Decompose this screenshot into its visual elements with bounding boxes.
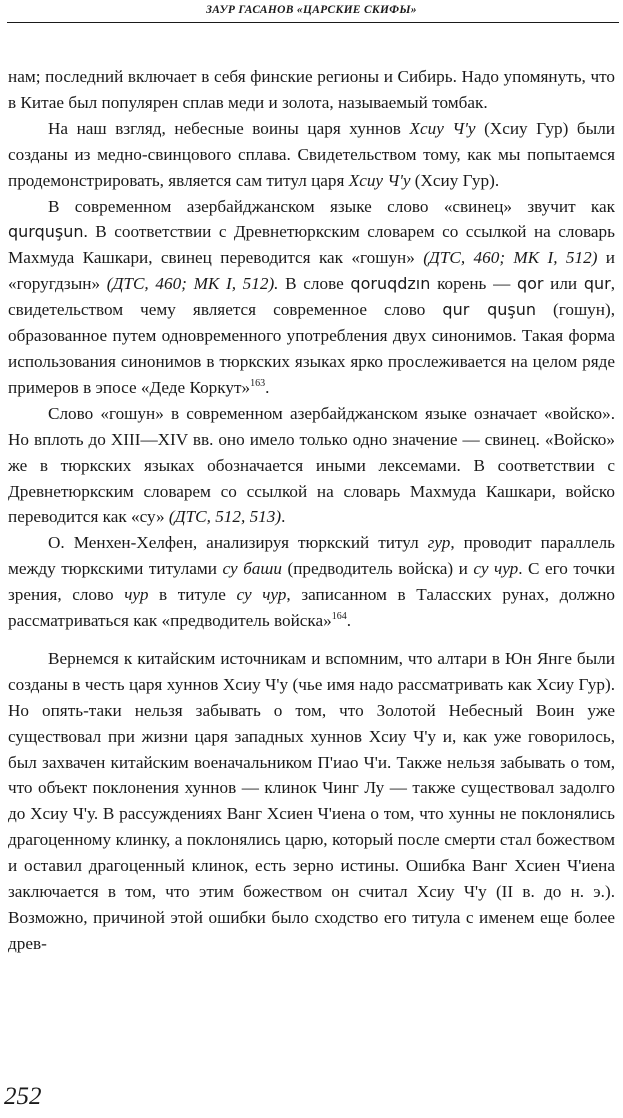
latin-term: qur (583, 274, 611, 294)
paragraph-5: О. Менхен-Хелфен, анализируя тюркский титул гур, проводит параллель между тюркскими титулами су баши (предводитель войска) и су чур. С его точки зрения, слово чур в титуле су чур, записанном в Таласских рунах, должно рассматриваться как «предводитель войска»$^{164}$. (8, 533, 615, 631)
citation: (ДТС, 460; МК I, 512). (106, 274, 279, 294)
term: су чур (236, 585, 287, 605)
citation: (ДТС, 512, 513) (168, 507, 282, 527)
term: гур (427, 533, 451, 553)
term: чур (124, 585, 149, 605)
paragraph-6: Вернемся к китайским источникам и вспомним, что алтари в Юн Янге были созданы в честь царя хуннов Хсиу Ч'у (чье имя надо рассматривать как Хсиу Гур). Но опять-таки нельзя забывать о том, что Золотой Небесный Воин уже существовал при жизни царя западных хуннов Хсиу Ч'у и, как уже говорилось, был захвачен китайским военачальником П'иао Ч'и. Также нельзя забывать о том, что объект поклонения хуннов — клинок Чинг Лу — также существовал задолго до Хсиу Ч'у. В рассуждениях Ванг Хсиен Ч'иена о том, что хунны не поклонялись драгоценному клинку, а поклонялись царю, который после смерти стал божеством и оставил драгоценный клинок, есть зерно истины. Ошибка Ванг Хсиен Ч'иена заключается в том, что этим божеством он считал Хсиу Ч'у (II в. до н. э.). Возможно, причиной этой ошибки было сходство его титула с именем еще более древ- (8, 648, 615, 953)
title-hsiu-chu: Хсиу Ч'у (409, 118, 476, 138)
paragraph-1: нам; последний включает в себя финские регионы и Сибирь. Надо упомянуть, что в Китае был популярен сплав меди и золота, называемый томбак. (8, 67, 615, 112)
paragraph-2: На наш взгляд, небесные воины царя хуннов Хсиу Ч'у (Хсиу Гур) были созданы из медно-свинцового сплава. Свидетельством тому, как мы попытаемся продемонстрировать, является сам титул царя Хсиу Ч'у (Хсиу Гур). (8, 118, 615, 190)
header-rule (7, 22, 619, 23)
latin-term: qurquşun (8, 222, 84, 242)
latin-term: qoruqdzın (350, 274, 431, 294)
paragraph-3: В современном азербайджанском языке слово «свинец» звучит как qurquşun. В соответствии с Древнетюркским словарем со ссылкой на словарь Махмуда Кашкари, свинец переводится как «гошун» (ДТС, 460; МК I, 512) и «горугдзын» (ДТС, 460; МК I, 512). В слове qoruqdzın корень — qor или qur, свидетельством чему является современное слово qur quşun (гошун), образованное путем одновременного употребления двух синонимов. Такая форма использования синонимов в тюркских языках ярко прослеживается на целом ряде примеров в эпосе «Деде Коркут»$^{163}$. (8, 196, 615, 397)
footnote-ref: 163 (250, 377, 266, 389)
latin-term: qor (516, 274, 544, 294)
term: су баши (222, 559, 282, 579)
title-hsiu-chu: Хсиу Ч'у (348, 170, 411, 190)
paragraph-4: Слово «гошун» в современном азербайджанском языке означает «войско». Но вплоть до XIII—XIV вв. оно имело только одно значение — свинец. «Войско» же в тюркских языках обозначается иными лексемами. В соответствии с Древнетюркским словарем со ссылкой на словарь Махмуда Кашкари, войско переводится как «су» (ДТС, 512, 513). (8, 403, 615, 527)
citation: (ДТС, 460; МК I, 512) (423, 248, 598, 268)
body-text (8, 64, 615, 957)
footnote-ref: 164 (331, 611, 347, 623)
term: су чур (473, 559, 519, 579)
running-header: ЗАУР ГАСАНОВ «ЦАРСКИЕ СКИФЫ» (206, 4, 417, 16)
latin-term: qur quşun (442, 300, 536, 320)
page-number: 252 (4, 1083, 42, 1110)
